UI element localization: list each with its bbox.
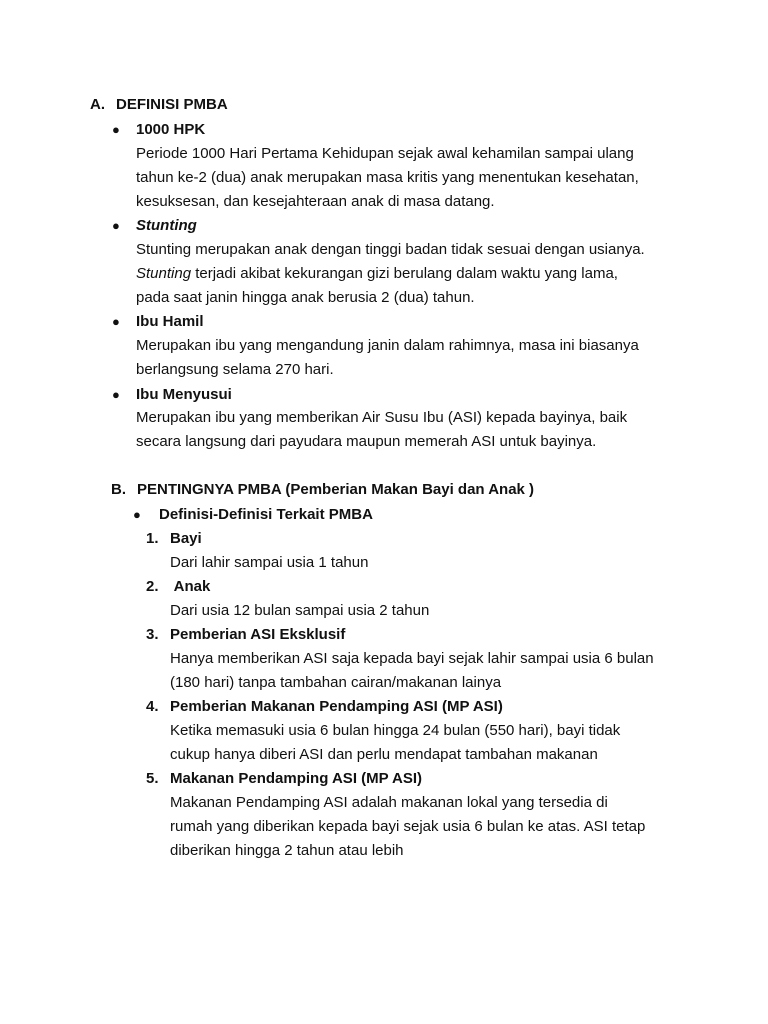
body-line: kesuksesan, dan kesejahteraan anak di masa datang. [136,193,495,210]
item-title: Ibu Hamil [136,313,204,330]
body-line: pada saat janin hingga anak berusia 2 (dua) tahun. [136,289,475,306]
item-title: Makanan Pendamping ASI (MP ASI) [170,770,422,787]
body-line: Merupakan ibu yang memberikan Air Susu Ibu (ASI) kepada bayinya, baik [136,409,628,426]
numbered-item-pemberian-mp-asi [146,695,503,719]
item-title: Bayi [170,530,202,547]
item-number: 1. [146,530,159,547]
numbered-body-anak [170,599,710,623]
numbered-body-asi-eksklusif [170,647,710,695]
body-line: cukup hanya diberi ASI dan perlu mendapat tambahan makanan [170,746,598,763]
body-line: Periode 1000 Hari Pertama Kehidupan sejak awal kehamilan sampai ulang [136,145,634,162]
section-a-letter: A. [90,96,105,113]
body-line: diberikan hingga 2 tahun atau lebih [170,842,404,859]
body-line: Dari lahir sampai usia 1 tahun [170,554,369,571]
section-b-title: PENTINGNYA PMBA (Pemberian Makan Bayi dan Anak ) [137,481,535,498]
item-number: 3. [146,626,159,643]
item-body-ibu-menyusui [136,406,696,454]
item-title: Anak [170,578,211,595]
sub-bullet-title: Definisi-Definisi Terkait PMBA [159,506,373,523]
item-title: Stunting [136,217,197,234]
numbered-item-asi-eksklusif [146,623,345,647]
numbered-item-bayi [146,527,202,551]
italic-term: Stunting [136,265,192,282]
item-number: 4. [146,698,159,715]
item-number: 5. [146,770,159,787]
item-title: Ibu Menyusui [136,386,232,403]
bullet-icon: ● [112,314,120,329]
body-line: rumah yang diberikan kepada bayi sejak usia 6 bulan ke atas. ASI tetap [170,818,646,835]
section-b-letter: B. [111,481,126,498]
section-a-heading [90,93,228,117]
sub-bullet-definisi [133,503,373,527]
section-a-title: DEFINISI PMBA [116,96,228,113]
body-line [136,262,696,286]
section-b-heading [111,478,534,502]
body-line: (180 hari) tanpa tambahan cairan/makanan lainya [170,674,502,691]
item-body-stunting [136,238,696,310]
item-body-1000-hpk [136,142,696,214]
numbered-item-anak [146,575,210,599]
body-line: Hanya memberikan ASI saja kepada bayi sejak lahir sampai usia 6 bulan [170,650,654,667]
item-title: Pemberian Makanan Pendamping ASI (MP ASI) [170,698,503,715]
bullet-icon: ● [112,218,120,233]
item-title: Pemberian ASI Eksklusif [170,626,346,643]
item-title: 1000 HPK [136,121,206,138]
item-number: 2. [146,578,159,595]
body-line: Makanan Pendamping ASI adalah makanan lokal yang tersedia di [170,794,608,811]
body-line: secara langsung dari payudara maupun memerah ASI untuk bayinya. [136,433,597,450]
bullet-icon: ● [112,122,120,137]
numbered-body-mp-asi [170,791,710,863]
body-line: tahun ke-2 (dua) anak merupakan masa kritis yang menentukan kesehatan, [136,169,639,186]
body-line: Ketika memasuki usia 6 bulan hingga 24 bulan (550 hari), bayi tidak [170,722,621,739]
item-body-ibu-hamil [136,334,696,382]
numbered-body-bayi [170,551,710,575]
body-line: Dari usia 12 bulan sampai usia 2 tahun [170,602,430,619]
body-line: berlangsung selama 270 hari. [136,361,334,378]
body-line: Stunting merupakan anak dengan tinggi badan tidak sesuai dengan usianya. [136,241,645,258]
numbered-body-pemberian-mp-asi [170,719,710,767]
body-line-rest: terjadi akibat kekurangan gizi berulang dalam waktu yang lama, [195,265,618,282]
bullet-icon: ● [112,387,120,402]
bullet-icon: ● [133,507,141,522]
body-line: Merupakan ibu yang mengandung janin dalam rahimnya, masa ini biasanya [136,337,639,354]
numbered-item-mp-asi [146,767,422,791]
